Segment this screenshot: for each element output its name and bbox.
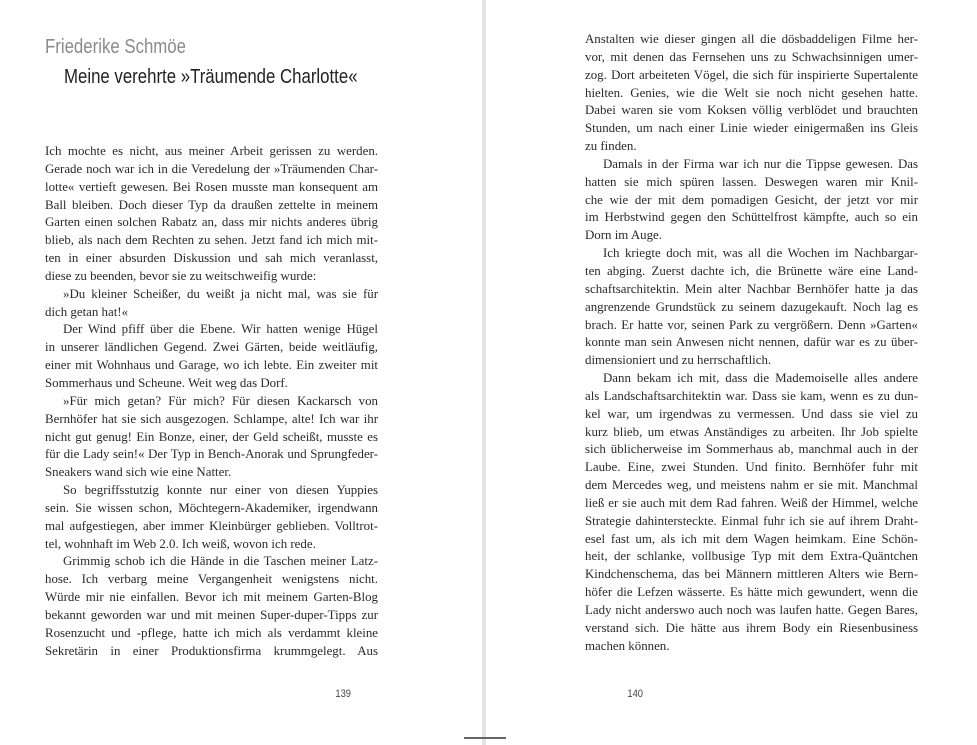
text-line: nicht gut genug! Ein Bonze, einer, der Geld scheißt, musste es <box>45 429 378 444</box>
text-line: hielten. Genies, wie die Welt sie noch nicht gesehen hatte. <box>585 85 918 100</box>
text-line: Sneakers wand sich wie eine Natter. <box>45 465 232 480</box>
text-line: »Für mich getan? Für mich? Für diesen Kackarsch von <box>63 393 378 408</box>
text-line: schaftsarchitektin. Mein alter Nachbar Bernhöfer hatte ja das <box>585 281 918 296</box>
text-line: Lady nicht anderswo auch noch was laufen hatte. Gegen Bares, <box>585 603 918 617</box>
text-line: Anstalten wie dieser gingen all die dösbaddeligen Filme her- <box>585 32 918 46</box>
paragraph <box>45 321 378 392</box>
text-line: Stunden, um nach einer Linie wieder einigermaßen ins Gleis <box>585 121 918 136</box>
paragraph <box>585 245 918 370</box>
text-line: mal aufgestiegen, aber immer Kleinbürger geblieben. Volltrot- <box>45 518 378 533</box>
text-line: Dorn im Auge. <box>585 228 662 243</box>
text-line: kel war, um irgendwas zu vermessen. Und dass sie viel zu <box>585 406 918 421</box>
text-line: che wie der mit dem pomadigen Gesicht, der jetzt vor mir <box>585 192 918 207</box>
text-line: diese zu beenden, bevor sie zu weitschweifig wurde: <box>45 268 317 283</box>
right-page-body <box>585 31 918 656</box>
text-line: Bernhöfer hat sie sich ausgezogen. Schlampe, alte! Ich war ihr <box>45 411 378 426</box>
text-line: als Landschaftsarchitektin war. Dass sie kam, wenn es zu dun- <box>585 388 918 403</box>
text-line: dich getan hat!« <box>45 304 129 319</box>
left-page <box>0 0 482 745</box>
paragraph <box>45 286 378 322</box>
text-line: konnte man sein Anwesen nicht nennen, dafür war es zu über- <box>585 335 918 350</box>
text-line: Ich kriegte doch mit, was all die Wochen im Nachbargar- <box>603 246 918 261</box>
text-line: sich üblicherweise im Sommerhaus ab, manchmal auch in der <box>585 442 918 457</box>
page-number: 139 <box>335 688 351 700</box>
text-line: Grimmig schob ich die Hände in die Taschen meiner Latz- <box>63 554 378 569</box>
text-line: »Du kleiner Scheißer, du weißt ja nicht mal, was sie für <box>63 286 378 301</box>
text-line: einer mit Wohnhaus und Garage, wo ich lebte. Ein zweiter mit <box>45 358 378 373</box>
text-line: in unserer ländlichen Gegend. Zwei Gärten, beide weitläufig, <box>45 340 378 355</box>
text-line: So begriffsstutzig konnte nur einer von diesen Yuppies <box>63 483 378 498</box>
paragraph <box>585 31 918 156</box>
text-line: Würde mir nie einfallen. Bevor ich mit meinem Garten-Blog <box>45 590 378 605</box>
text-line: zog. Dort arbeiteten Vögel, die sich für inspirierte Supertalente <box>585 67 918 82</box>
page-number: 140 <box>627 688 643 700</box>
text-line: brach. Er hatte vor, seinen Park zu vergrößern. Denn »Garten« <box>585 317 918 332</box>
paragraph <box>45 553 378 660</box>
text-line: Laube. Eine, zwei Stunden. Und finito. Bernhöfer fuhr mit <box>585 460 918 475</box>
text-line: tel, wohnhaft im Web 2.0. Ich weiß, wovon ich rede. <box>45 536 316 551</box>
text-line: sein. Sie wissen schon, Möchtegern-Akademiker, irgendwann <box>45 500 378 515</box>
text-line: ließ er sie auch mit dem Rad fahren. Weiß der Himmel, welche <box>585 495 918 510</box>
text-line: Der Wind pfiff über die Ebene. Wir hatten wenige Hügel <box>63 322 378 337</box>
story-title: Meine verehrte »Träumende Charlotte« <box>64 66 358 88</box>
text-line: Sekretärin in einer Produktionsfirma krummgelegt. Aus <box>45 643 378 658</box>
paragraph <box>45 482 378 553</box>
text-line: lotte« vertieft gewesen. Bei Rosen musste man konsequent am <box>45 179 378 194</box>
paragraph <box>585 370 918 656</box>
text-line: Gerade noch war ich in die Veredelung der »Träumenden Char- <box>45 161 378 176</box>
text-line: Ich mochte es nicht, aus meiner Arbeit gerissen zu werden. <box>45 144 378 158</box>
text-line: blieb, als nach dem Rechten zu sehen. Jetzt fand ich mich mit- <box>45 233 378 248</box>
text-line: ten in einer absurden Diskussion und sah mich veranlasst, <box>45 251 378 266</box>
text-line: dem Mercedes weg, und meistens nahm er sie mit. Manchmal <box>585 478 918 493</box>
text-line: verstand sich. Die hätte aus ihrem Body ein Riesenbusiness <box>585 620 918 635</box>
paragraph <box>45 143 378 286</box>
text-line: Dabei waren sie vom Koksen völlig verblödet und brauchten <box>585 103 918 118</box>
text-line: Dann bekam ich mit, dass die Mademoiselle alles andere <box>603 371 918 386</box>
text-line: Strategie dahintersteckte. Einmal fuhr ich sie auf ihrem Draht- <box>585 513 918 528</box>
text-line: bekannt geworden war und mit meinen Super-duper-Tipps zur <box>45 607 378 622</box>
right-page <box>486 0 977 745</box>
text-line: angrenzende Grundstück zu seinem dazugekauft. Noch lag es <box>585 299 918 314</box>
paragraph <box>585 156 918 245</box>
text-line: hose. Ich verbarg meine Vergangenheit wenigstens nicht. <box>45 572 378 587</box>
text-line: im Herbstwind gegen den Schüttelfrost kämpfte, auch so ein <box>585 210 918 225</box>
text-line: hatten sie mich spüren lassen. Deswegen waren mir Knil- <box>585 174 918 189</box>
text-line: für die Lady sein!« Der Typ in Bench-Anorak und Sprungfeder- <box>45 447 378 462</box>
left-page-body <box>45 143 378 660</box>
text-line: heit, der schlanke, vollbusige Typ mit dem Extra-Quäntchen <box>585 549 918 564</box>
author-name: Friederike Schmöe <box>45 36 186 58</box>
text-line: Rosenzucht und -pflege, hatte ich mich als verdammt kleine <box>45 625 378 640</box>
text-line: Ball bleiben. Doch dieser Typ da draußen zettelte in meinem <box>45 197 378 212</box>
text-line: Kindchenschema, das bei Männern mittleren Alters wie Bern- <box>585 567 918 582</box>
text-line: Sommerhaus und Scheune. Weit weg das Dorf. <box>45 375 288 390</box>
text-line: vor, mit denen das Fernsehen uns zu Schwachsinnigen umer- <box>585 49 918 64</box>
paragraph <box>45 393 378 482</box>
text-line: machen können. <box>585 638 670 653</box>
text-line: dimensioniert und zu herrschaftlich. <box>585 353 772 368</box>
text-line: höfer die Lefzen wässerte. Es hätte mich gewundert, wenn die <box>585 585 918 600</box>
text-line: esel fast um, als ich mit dem Wagen heimkam. Eine Schön- <box>585 531 918 546</box>
text-line: kurz blieb, um etwas Anständiges zu arbeiten. Ihr Job spielte <box>585 424 918 439</box>
text-line: zu finden. <box>585 139 637 154</box>
text-line: Garten einen solchen Rabatz an, dass mir nichts anderes übrig <box>45 215 378 230</box>
text-line: Damals in der Firma war ich nur die Tippse gewesen. Das <box>603 156 918 171</box>
text-line: ten abging. Zuerst dachte ich, die Brünette wäre eine Land- <box>585 263 918 278</box>
